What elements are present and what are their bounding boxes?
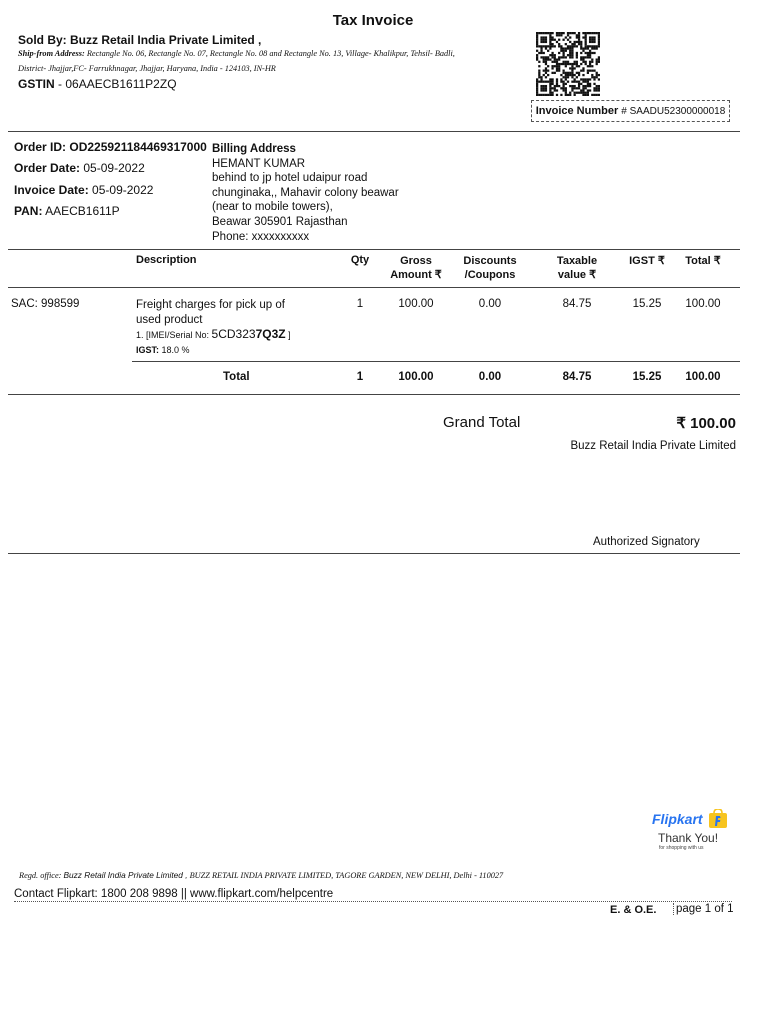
billing-address-label: Billing Address <box>212 143 296 155</box>
row-total: 100.00 <box>685 298 721 310</box>
seller-name: Buzz Retail India Private Limited <box>570 440 736 452</box>
thank-you-text: Thank You! <box>658 831 719 845</box>
totals-total: 100.00 <box>685 371 721 383</box>
col-discounts-line1: Discounts <box>463 255 517 267</box>
order-id-label: Order ID: <box>14 140 67 154</box>
billing-name: HEMANT KUMAR <box>212 157 306 170</box>
order-id <box>14 140 207 154</box>
ship-from-line1: Rectangle No. 06, Rectangle No. 07, Rectangle No. 08 and Rectangle No. 13, Village- Khalikpur, Tehsil- Badli, <box>86 49 455 58</box>
col-gross <box>384 254 448 282</box>
col-taxable-line2: value ₹ <box>557 269 597 281</box>
invoice-number-value: # SAADU52300000018 <box>621 105 726 117</box>
imei-label: 1. [IMEI/Serial No: <box>136 330 210 340</box>
sold-by-name: Buzz Retail India Private Limited , <box>70 33 262 47</box>
divider <box>8 553 740 554</box>
item-description-line1: Freight charges for pick up of <box>136 299 285 311</box>
ship-from-address <box>18 49 455 58</box>
billing-line4: Beawar 305901 Rajasthan <box>212 215 348 228</box>
item-description <box>136 298 285 328</box>
col-gross-line1: Gross <box>400 255 432 267</box>
grand-total-label: Grand Total <box>443 414 521 431</box>
divider <box>8 131 740 132</box>
totals-gross: 100.00 <box>398 371 434 383</box>
flipkart-logo <box>650 808 734 852</box>
grand-total-value: ₹ 100.00 <box>676 415 736 432</box>
totals-igst: 15.25 <box>632 371 662 383</box>
row-gross: 100.00 <box>398 298 434 310</box>
regd-label: Regd. office: <box>19 871 62 880</box>
pan <box>14 204 120 218</box>
col-total: Total ₹ <box>685 255 721 267</box>
order-date-value: 05-09-2022 <box>83 161 145 175</box>
pan-label: PAN: <box>14 204 43 218</box>
totals-label: Total <box>223 371 250 383</box>
col-taxable-line1: Taxable <box>556 255 598 267</box>
regd-name: Buzz Retail India Private Limited , <box>63 870 188 880</box>
item-description-line2: used product <box>136 314 203 326</box>
pan-value: AAECB1611P <box>45 204 120 218</box>
totals-discount: 0.00 <box>478 371 502 383</box>
gstin <box>18 77 177 91</box>
eoe-label: E. & O.E. <box>610 904 657 916</box>
invoice-date-value: 05-09-2022 <box>92 183 154 197</box>
row-taxable: 84.75 <box>562 298 592 310</box>
row-qty: 1 <box>356 298 364 310</box>
regd-address: BUZZ RETAIL INDIA PRIVATE LIMITED, TAGORE GARDEN, NEW DELHI, Delhi - 110027 <box>189 871 504 880</box>
divider <box>8 249 740 250</box>
order-date <box>14 161 145 175</box>
contact-info: Contact Flipkart: 1800 208 9898 || www.flipkart.com/helpcentre <box>14 888 732 902</box>
qr-code <box>536 32 600 99</box>
col-igst: IGST ₹ <box>629 255 665 267</box>
thank-you-subtext: for shopping with us <box>659 845 704 851</box>
col-qty: Qty <box>350 254 370 266</box>
sac-code: SAC: 998599 <box>11 298 80 310</box>
igst-rate-label: IGST: <box>136 345 160 355</box>
invoice-number-label: Invoice Number <box>535 105 619 117</box>
billing-address <box>212 142 399 244</box>
divider <box>132 361 740 362</box>
page-number: page 1 of 1 <box>673 903 734 915</box>
order-date-label: Order Date: <box>14 161 81 175</box>
sold-by <box>18 33 261 47</box>
col-taxable <box>544 254 610 282</box>
invoice-number-box <box>531 100 730 122</box>
ship-from-line2: District- Jhajjar,FC- Farrukhnagar, Jhajjar, Haryana, India - 124103, IN-HR <box>18 64 276 73</box>
imei-value-a: 5CD323 <box>211 327 256 341</box>
imei-value-b: 7Q3Z <box>255 327 286 341</box>
row-discount: 0.00 <box>478 298 502 310</box>
igst-rate <box>136 345 190 355</box>
col-discounts <box>456 254 524 282</box>
col-gross-line2: Amount ₹ <box>390 269 442 281</box>
billing-line3: (near to mobile towers), <box>212 201 333 214</box>
billing-line1: behind to jp hotel udaipur road <box>212 172 368 185</box>
invoice-date <box>14 183 153 197</box>
invoice-date-label: Invoice Date: <box>14 183 89 197</box>
col-discounts-line2: /Coupons <box>464 269 516 281</box>
ship-from-label: Ship-from Address: <box>18 49 85 58</box>
authorized-signatory: Authorized Signatory <box>593 536 700 548</box>
flipkart-wordmark: Flipkart <box>652 811 703 827</box>
row-igst: 15.25 <box>632 298 662 310</box>
gstin-value: - 06AAECB1611P2ZQ <box>58 77 177 91</box>
invoice-title: Tax Invoice <box>332 12 414 29</box>
gstin-label: GSTIN <box>18 77 55 91</box>
billing-phone: Phone: xxxxxxxxxx <box>212 230 310 243</box>
sold-by-label: Sold By: <box>18 33 67 47</box>
divider <box>8 394 740 395</box>
flipkart-bag-icon <box>708 809 728 829</box>
igst-rate-value: 18.0 % <box>161 345 190 355</box>
col-description: Description <box>136 254 197 266</box>
imei-end: ] <box>288 330 291 340</box>
registered-office <box>19 870 503 880</box>
imei-serial <box>136 327 291 341</box>
divider <box>8 287 740 288</box>
totals-taxable: 84.75 <box>562 371 592 383</box>
billing-line2: chunginaka,, Mahavir colony beawar <box>212 186 399 199</box>
totals-qty: 1 <box>356 371 364 383</box>
order-id-value: OD225921184469317000 <box>69 140 207 154</box>
